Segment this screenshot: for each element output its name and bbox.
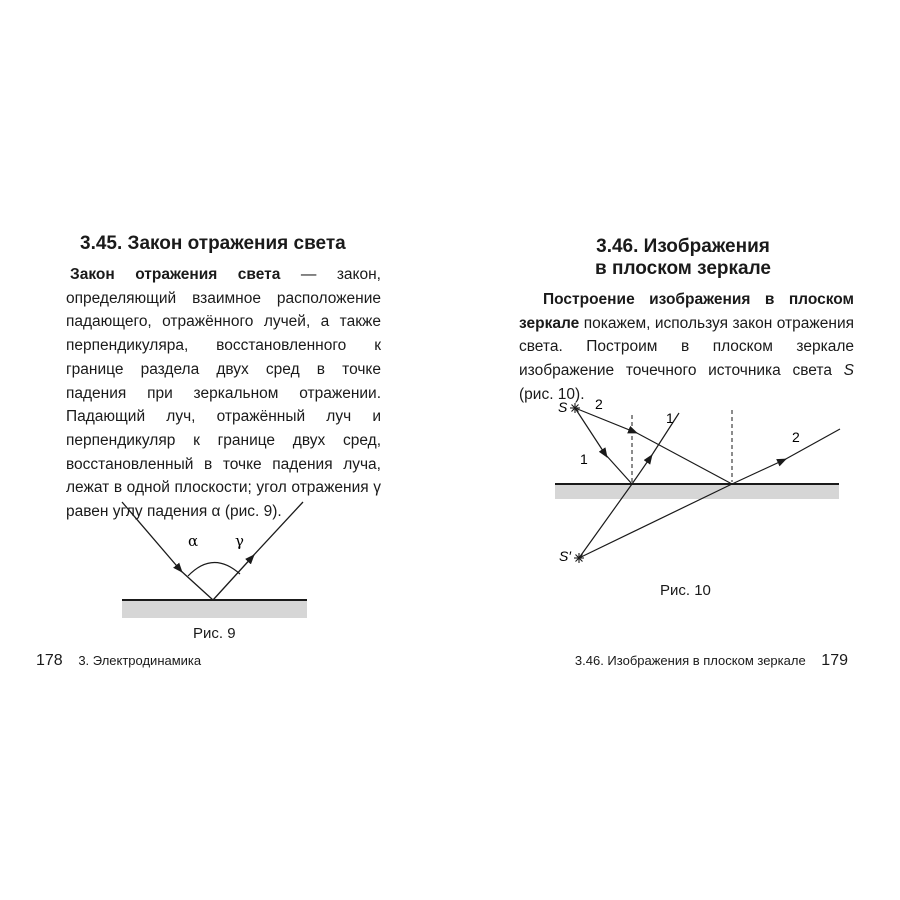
reflected-ray [213, 555, 254, 600]
title-line-1: 3.46. Изображения [596, 236, 770, 257]
ray-1-reflected [632, 455, 652, 484]
label-ray-1-incident: 1 [580, 451, 588, 467]
title-line-2: в плоском зеркале [595, 258, 771, 279]
figure-9-reflection-diagram [100, 490, 330, 625]
page-number-179: 179 [821, 652, 848, 669]
incident-ray [122, 502, 182, 572]
ray-1-incident [575, 408, 607, 457]
left-footer [36, 652, 201, 670]
source-symbol-s: S [843, 362, 854, 380]
term-image-construction: Построение изображения в плоском зеркале [519, 291, 854, 332]
page-number-178: 178 [36, 652, 63, 669]
gamma-label: γ [235, 532, 244, 550]
term-law-of-reflection: Закон отражения света [70, 266, 281, 283]
incident-ray-tail [180, 570, 213, 600]
label-ray-2-incident: 2 [595, 396, 603, 412]
source-star-icon [570, 403, 580, 413]
label-ray-2-reflected: 2 [792, 429, 800, 445]
reflected-ray-tail [252, 502, 303, 557]
ray-2-incident [575, 408, 637, 433]
angle-arc [188, 562, 240, 576]
right-page [450, 0, 900, 900]
paragraph-body: — закон, определяющий взаимное расположение падающего, отражённого лучей, а также перпендикуляра, восстановленного к границе раздела двух сред в точке падения при зеркальном отражении. Падающий луч, отражённый луч и перпендикуляр к границе двух сред, восстановленный в точке падения луча, лежат в одной плоскости; угол отражения γ равен углу падения α (рис. 9). [66, 266, 381, 521]
running-head-left: 3. Электродинамика [78, 653, 202, 668]
figure-10-plane-mirror-diagram [555, 385, 855, 570]
image-star-icon [574, 553, 584, 563]
ray-2-reflected [732, 459, 786, 484]
running-head-right: 3.46. Изображения в плоском зеркале [574, 653, 806, 668]
right-footer [575, 652, 848, 670]
paragraph-body-1: покажем, используя закон отражения света. Построим в плоском зеркале изображение точечного источника света [519, 314, 854, 380]
ray-1-reflected-tail [650, 413, 679, 458]
figure-9-caption: Рис. 9 [193, 625, 236, 642]
law-of-reflection-paragraph [66, 263, 381, 524]
figure-10-caption: Рис. 10 [660, 582, 711, 599]
medium-boundary-shade [122, 601, 307, 618]
mirror-shade [555, 485, 839, 499]
label-s: S [558, 399, 568, 415]
alpha-label: α [188, 532, 199, 550]
ray-1-incident-tail [605, 454, 632, 484]
label-s-prime: S′ [559, 548, 571, 564]
section-title-3-46 [518, 236, 848, 280]
label-ray-1-reflected: 1 [666, 410, 674, 426]
section-title-3-45: 3.45. Закон отражения света [80, 233, 346, 254]
paragraph-body-2: (рис. 10). [519, 385, 585, 403]
